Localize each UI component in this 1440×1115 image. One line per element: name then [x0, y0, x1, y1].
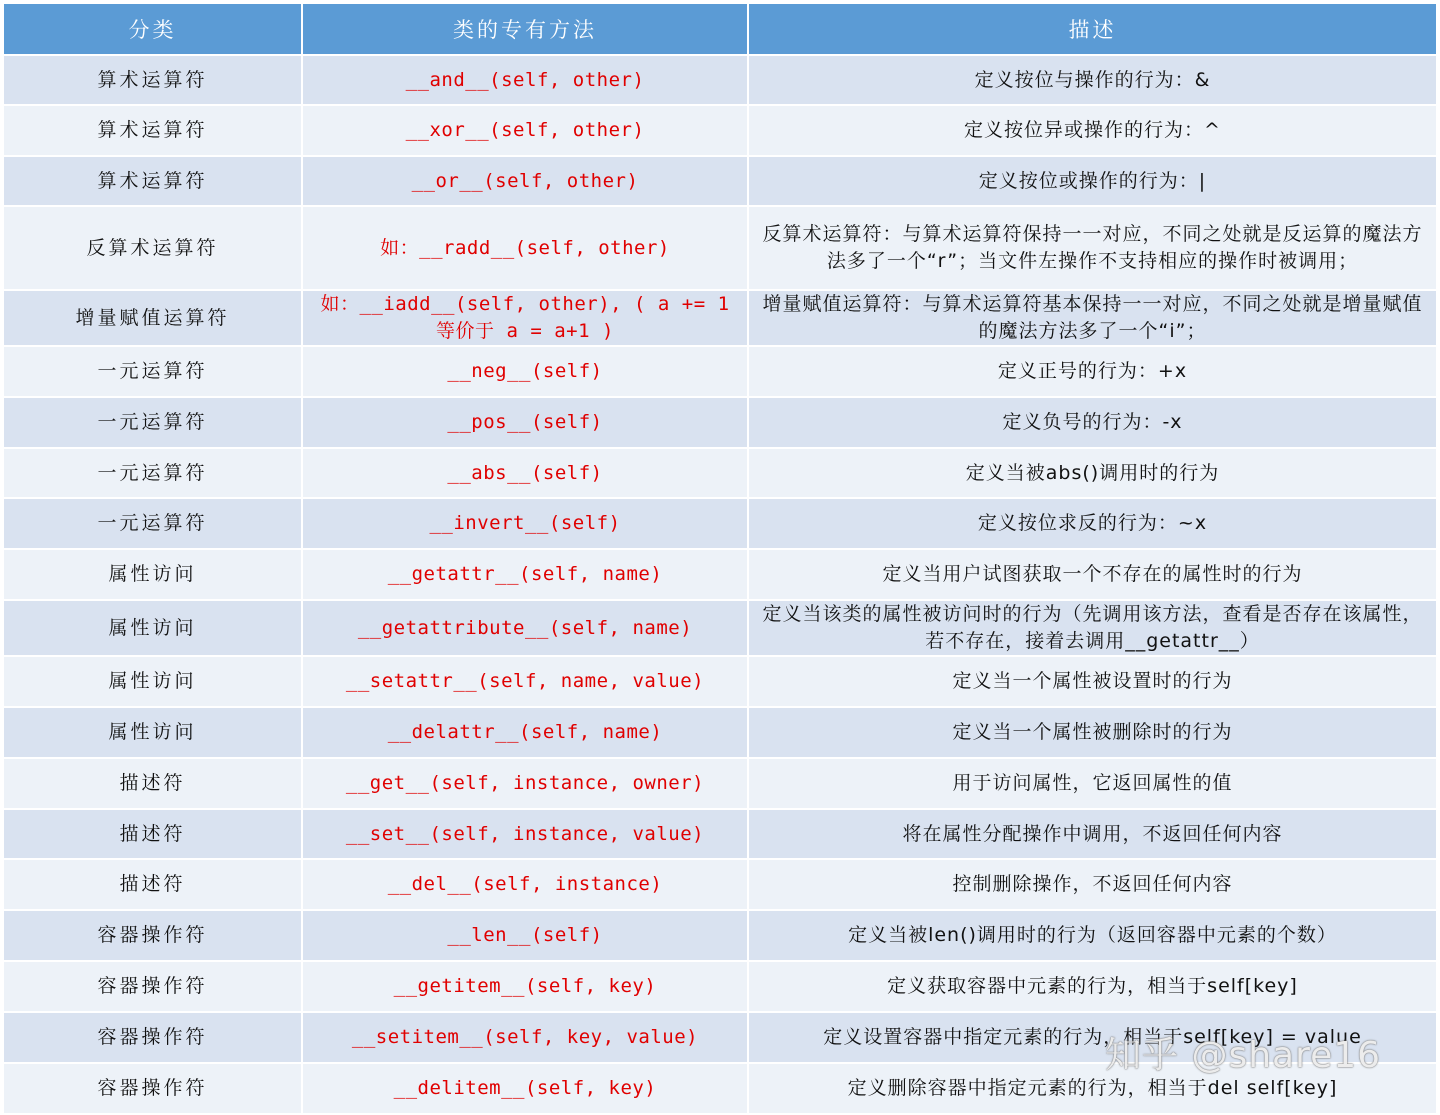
table-cell-description: 控制删除操作，不返回任何内容	[748, 859, 1437, 910]
table-row	[3, 397, 1437, 448]
table-cell-description: 定义当被len()调用时的行为（返回容器中元素的个数）	[748, 910, 1437, 961]
table-cell-category: 容器操作符	[3, 910, 302, 961]
table-cell-category: 容器操作符	[3, 1012, 302, 1063]
table-cell-category: 一元运算符	[3, 498, 302, 549]
table-cell-method: __getattr__(self, name)	[302, 549, 748, 600]
table-cell-category: 增量赋值运算符	[3, 290, 302, 346]
table-cell-category: 一元运算符	[3, 397, 302, 448]
table-cell-category: 属性访问	[3, 600, 302, 656]
table-row	[3, 910, 1437, 961]
table-cell-method: __xor__(self, other)	[302, 105, 748, 156]
table-row	[3, 809, 1437, 859]
table-cell-method: __delattr__(self, name)	[302, 707, 748, 758]
table-cell-method: __getattribute__(self, name)	[302, 600, 748, 656]
table-cell-method: __get__(self, instance, owner)	[302, 758, 748, 809]
table-cell-category: 一元运算符	[3, 346, 302, 397]
table-cell-method: 如：__iadd__(self, other), ( a += 1 等价于 a = a+1 )	[302, 290, 748, 346]
table-cell-method: __getitem__(self, key)	[302, 961, 748, 1012]
table-row	[3, 707, 1437, 758]
table-row	[3, 549, 1437, 600]
table-cell-description: 定义按位或操作的行为：|	[748, 156, 1437, 206]
table-cell-description: 定义获取容器中元素的行为，相当于self[key]	[748, 961, 1437, 1012]
table-cell-description: 定义正号的行为：+x	[748, 346, 1437, 397]
table-row	[3, 290, 1437, 346]
table-cell-category: 描述符	[3, 758, 302, 809]
table-cell-method: 如：__radd__(self, other)	[302, 206, 748, 290]
magic-methods-table	[2, 2, 1438, 1115]
table-cell-category: 算术运算符	[3, 105, 302, 156]
table-row	[3, 600, 1437, 656]
table-cell-category: 算术运算符	[3, 55, 302, 105]
table-cell-description: 定义按位求反的行为：~x	[748, 498, 1437, 549]
table-cell-description: 定义当该类的属性被访问时的行为（先调用该方法，查看是否存在该属性，若不存在，接着去调用__getattr__）	[748, 600, 1437, 656]
table-row	[3, 498, 1437, 549]
header-method: 类的专有方法	[302, 3, 748, 55]
table-cell-category: 属性访问	[3, 656, 302, 707]
table-cell-method: __abs__(self)	[302, 448, 748, 498]
table-cell-description: 用于访问属性，它返回属性的值	[748, 758, 1437, 809]
table-cell-description: 将在属性分配操作中调用，不返回任何内容	[748, 809, 1437, 859]
table-cell-category: 描述符	[3, 809, 302, 859]
table-cell-description: 增量赋值运算符：与算术运算符基本保持一一对应，不同之处就是增量赋值的魔法方法多了一个“i”；	[748, 290, 1437, 346]
table-cell-method: __invert__(self)	[302, 498, 748, 549]
table-cell-description: 定义当被abs()调用时的行为	[748, 448, 1437, 498]
table-cell-description: 定义当用户试图获取一个不存在的属性时的行为	[748, 549, 1437, 600]
table-cell-description: 定义当一个属性被设置时的行为	[748, 656, 1437, 707]
table-cell-method: __len__(self)	[302, 910, 748, 961]
table-cell-description: 定义按位异或操作的行为：^	[748, 105, 1437, 156]
table-row	[3, 961, 1437, 1012]
table-cell-category: 容器操作符	[3, 1063, 302, 1114]
table-cell-category: 算术运算符	[3, 156, 302, 206]
table-cell-method: __or__(self, other)	[302, 156, 748, 206]
table-cell-description: 定义负号的行为：-x	[748, 397, 1437, 448]
table-cell-category: 描述符	[3, 859, 302, 910]
table-row	[3, 656, 1437, 707]
table-cell-description: 定义设置容器中指定元素的行为，相当于self[key] = value	[748, 1012, 1437, 1063]
table-row	[3, 758, 1437, 809]
table-cell-description: 定义按位与操作的行为：&	[748, 55, 1437, 105]
table-cell-category: 一元运算符	[3, 448, 302, 498]
table-cell-description: 定义当一个属性被删除时的行为	[748, 707, 1437, 758]
header-description: 描述	[748, 3, 1437, 55]
table-row	[3, 206, 1437, 290]
table-cell-category: 属性访问	[3, 707, 302, 758]
table-cell-method: __del__(self, instance)	[302, 859, 748, 910]
header-row	[3, 3, 1437, 55]
table-cell-method: __and__(self, other)	[302, 55, 748, 105]
table-row	[3, 859, 1437, 910]
table-cell-category: 属性访问	[3, 549, 302, 600]
table-cell-category: 反算术运算符	[3, 206, 302, 290]
table-row	[3, 346, 1437, 397]
table-cell-method: __pos__(self)	[302, 397, 748, 448]
table-row	[3, 105, 1437, 156]
table-row	[3, 55, 1437, 105]
table-row	[3, 448, 1437, 498]
table-row	[3, 156, 1437, 206]
table-cell-method: __neg__(self)	[302, 346, 748, 397]
header-category: 分类	[3, 3, 302, 55]
table-cell-method: __setattr__(self, name, value)	[302, 656, 748, 707]
table-cell-description: 反算术运算符：与算术运算符保持一一对应，不同之处就是反运算的魔法方法多了一个“r”；当文件左操作不支持相应的操作时被调用；	[748, 206, 1437, 290]
table-cell-method: __delitem__(self, key)	[302, 1063, 748, 1114]
watermark: 知乎 @share16	[1105, 1035, 1382, 1076]
table-cell-method: __setitem__(self, key, value)	[302, 1012, 748, 1063]
table-cell-description: 定义删除容器中指定元素的行为，相当于del self[key]	[748, 1063, 1437, 1114]
table-cell-category: 容器操作符	[3, 961, 302, 1012]
table-cell-method: __set__(self, instance, value)	[302, 809, 748, 859]
